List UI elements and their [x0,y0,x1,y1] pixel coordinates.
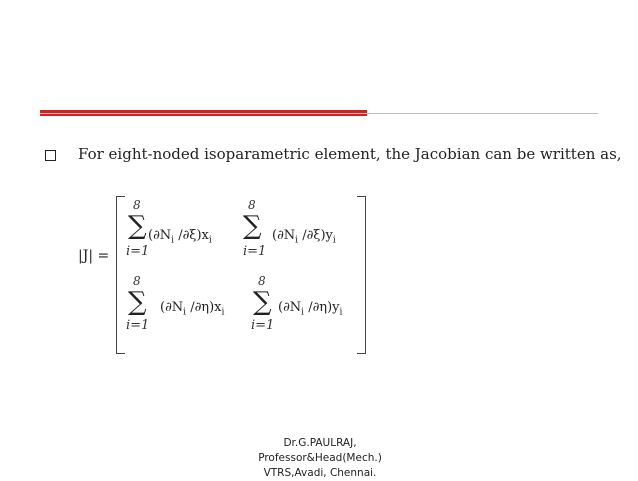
footer-line-2: Professor&Head(Mech.) [258,452,382,464]
footer-line-3: VTRS,Avadi, Chennai. [263,467,377,479]
matrix-term-r1c2: ($\partial N_i$ $/\partial\xi)y_i$ [272,228,336,246]
sigma-icon-r2c1: ∑ [128,287,147,317]
matrix-term-r2c1: ($\partial N_i$ $/\partial\eta)x_i$ [160,300,225,318]
sigma-lower-r1c2: i=1 [243,244,267,259]
sigma-icon-r2c2: ∑ [253,287,272,317]
matrix-term-r1c1: ($\partial N_i$ $/\partial\xi)x_i$ [148,228,212,246]
jacobian-lhs: |J| = [78,248,110,264]
sigma-upper-r2c2: 8 [258,274,266,288]
sigma-upper-r1c1: 8 [133,198,141,212]
sigma-lower-r1c1: i=1 [126,244,150,259]
footer-line-1: Dr.G.PAULRAJ, [283,437,357,449]
bullet-square-icon [45,150,56,161]
footer-credit [255,436,385,481]
title-rule-line [40,113,598,114]
sigma-icon-r1c1: ∑ [128,211,147,241]
sigma-upper-r1c2: 8 [248,198,256,212]
matrix-term-r2c2: ($\partial N_i$ $/\partial\eta)y_i$ [278,300,343,318]
sigma-icon-r1c2: ∑ [243,211,262,241]
jacobian-matrix [116,196,366,354]
sigma-lower-r2c1: i=1 [126,318,150,333]
sigma-lower-r2c2: i=1 [251,318,275,333]
bullet-text: For eight-noded isoparametric element, the Jacobian can be written as, [78,145,622,163]
sigma-upper-r2c1: 8 [133,274,141,288]
